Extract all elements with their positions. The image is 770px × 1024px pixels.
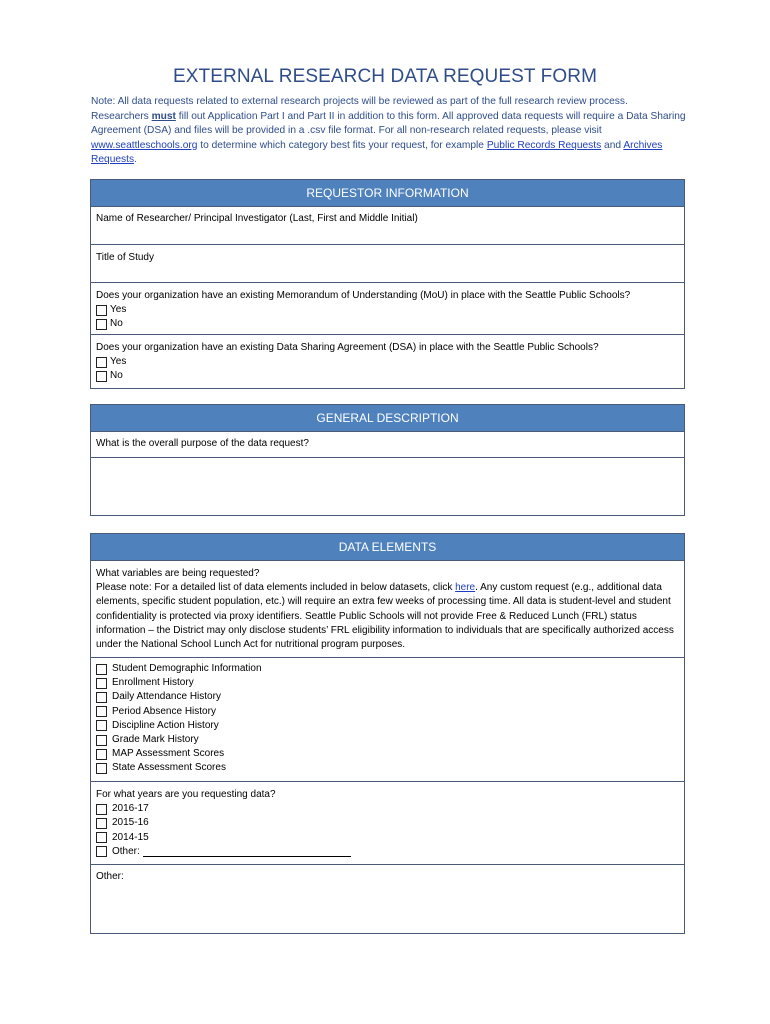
public-records-link[interactable]: Public Records Requests: [486, 139, 602, 151]
mou-no-label: No: [110, 318, 123, 330]
dsa-yes-label: Yes: [110, 356, 127, 368]
general-description-header: GENERAL DESCRIPTION: [91, 405, 684, 432]
dataset-option[interactable]: [96, 676, 679, 690]
mou-no-option[interactable]: [96, 317, 679, 331]
mou-question: Does your organization have an existing Memorandum of Understanding (MoU) in place with the Seattle Public Schools?: [96, 290, 631, 301]
datasets-row: [91, 658, 684, 782]
variables-note-text-1: Please note: For a detailed list of data elements included in below datasets, click: [96, 582, 456, 594]
dsa-question: Does your organization have an existing Data Sharing Agreement (DSA) in place with the Seattle Public Schools?: [96, 342, 599, 353]
year-checkbox[interactable]: [96, 832, 107, 843]
dataset-option[interactable]: [96, 733, 679, 747]
dataset-checkbox[interactable]: [96, 692, 107, 703]
mou-yes-checkbox[interactable]: [96, 305, 107, 316]
variables-note-row: [91, 561, 684, 658]
dataset-checkbox[interactable]: [96, 678, 107, 689]
year-other-input[interactable]: [143, 846, 351, 857]
year-option[interactable]: [96, 816, 679, 830]
year-checkbox[interactable]: [96, 818, 107, 829]
dataset-label: Student Demographic Information: [112, 663, 262, 674]
data-elements-header: DATA ELEMENTS: [91, 534, 684, 561]
archives-requests-link[interactable]: Archives Requests: [91, 139, 663, 166]
dataset-label: State Assessment Scores: [112, 762, 226, 774]
year-checkbox[interactable]: [96, 804, 107, 815]
other-field[interactable]: [91, 865, 684, 933]
dsa-question-row: [91, 335, 684, 388]
researcher-name-field[interactable]: [91, 207, 684, 245]
dsa-no-label: No: [110, 370, 123, 382]
note-must: must: [151, 110, 176, 122]
dataset-label: MAP Assessment Scores: [112, 748, 225, 760]
data-elements-here-link[interactable]: here: [455, 582, 476, 594]
purpose-answer-field[interactable]: [91, 458, 684, 515]
dsa-yes-option[interactable]: [96, 355, 679, 369]
dsa-no-checkbox[interactable]: [96, 371, 107, 382]
variables-question: What variables are being requested?: [96, 568, 260, 579]
variables-note-text-2: . Any custom request (e.g., additional data elements, specific student population, etc.) will require an extra few weeks of processing time. All data is student-level and student confidentiality is protected via proxy identifiers. Seattle Public Schools will not provide Free & Reduced Lunch (FRL) status information – the District may only disclose students’ FRL eligibility information to individuals that are specifically authorized access under the National School Lunch Act for nutritional program purposes.: [96, 582, 674, 651]
dataset-label: Discipline Action History: [112, 719, 219, 731]
intro-note: [91, 95, 687, 168]
year-label: 2016-17: [112, 803, 149, 815]
year-other-option[interactable]: [96, 845, 679, 859]
dataset-checkbox[interactable]: [96, 664, 107, 675]
study-title-field[interactable]: [91, 245, 684, 283]
dataset-checkbox[interactable]: [96, 735, 107, 746]
year-label: 2014-15: [112, 831, 149, 843]
dataset-checkbox[interactable]: [96, 720, 107, 731]
year-option[interactable]: [96, 802, 679, 816]
dataset-checkbox[interactable]: [96, 763, 107, 774]
dataset-option[interactable]: [96, 719, 679, 733]
year-other-label: Other:: [112, 845, 140, 857]
dataset-option[interactable]: [96, 662, 679, 676]
form-title: EXTERNAL RESEARCH DATA REQUEST FORM: [172, 66, 598, 87]
dataset-label: Period Absence History: [112, 705, 216, 717]
dataset-option[interactable]: [96, 761, 679, 775]
dataset-option[interactable]: [96, 690, 679, 704]
data-elements-section: [90, 533, 685, 934]
purpose-label: What is the overall purpose of the data request?: [96, 438, 309, 449]
note-text-5: .: [134, 154, 137, 166]
seattleschools-link[interactable]: www.seattleschools.org: [91, 139, 198, 151]
study-title-label: Title of Study: [96, 252, 154, 263]
dataset-checkbox[interactable]: [96, 706, 107, 717]
researcher-name-label: Name of Researcher/ Principal Investigator (Last, First and Middle Initial): [96, 213, 418, 224]
year-other-checkbox[interactable]: [96, 846, 107, 857]
purpose-question-row: [91, 432, 684, 458]
note-text-1: Note: All data requests related to external research projects will be reviewed as part of the full research review process. Researchers: [91, 96, 628, 122]
mou-yes-option[interactable]: [96, 303, 679, 317]
mou-yes-label: Yes: [110, 304, 127, 316]
dsa-yes-checkbox[interactable]: [96, 357, 107, 368]
mou-no-checkbox[interactable]: [96, 319, 107, 330]
year-label: 2015-16: [112, 817, 149, 829]
note-text-4: and: [601, 139, 624, 151]
dataset-option[interactable]: [96, 705, 679, 719]
general-description-section: [90, 404, 685, 516]
note-text-3: to determine which category best fits your request, for example: [197, 139, 487, 151]
years-row: [91, 782, 684, 865]
years-question: For what years are you requesting data?: [96, 789, 276, 800]
dataset-checkbox[interactable]: [96, 749, 107, 760]
dataset-label: Grade Mark History: [112, 733, 199, 745]
dataset-label: Daily Attendance History: [112, 691, 221, 703]
other-label: Other:: [96, 871, 124, 882]
requestor-header: REQUESTOR INFORMATION: [91, 180, 684, 207]
year-option[interactable]: [96, 831, 679, 845]
variables-note: [96, 581, 679, 652]
mou-question-row: [91, 283, 684, 335]
dataset-label: Enrollment History: [112, 677, 194, 689]
requestor-section: [90, 179, 685, 389]
note-text-2: fill out Application Part I and Part II in addition to this form. All approved data requests will require a Data Sharing Agreement (DSA) and files will be provided in a .csv file format. For all non-research related requests, please visit: [91, 110, 686, 137]
dsa-no-option[interactable]: [96, 369, 679, 383]
dataset-option[interactable]: [96, 747, 679, 761]
